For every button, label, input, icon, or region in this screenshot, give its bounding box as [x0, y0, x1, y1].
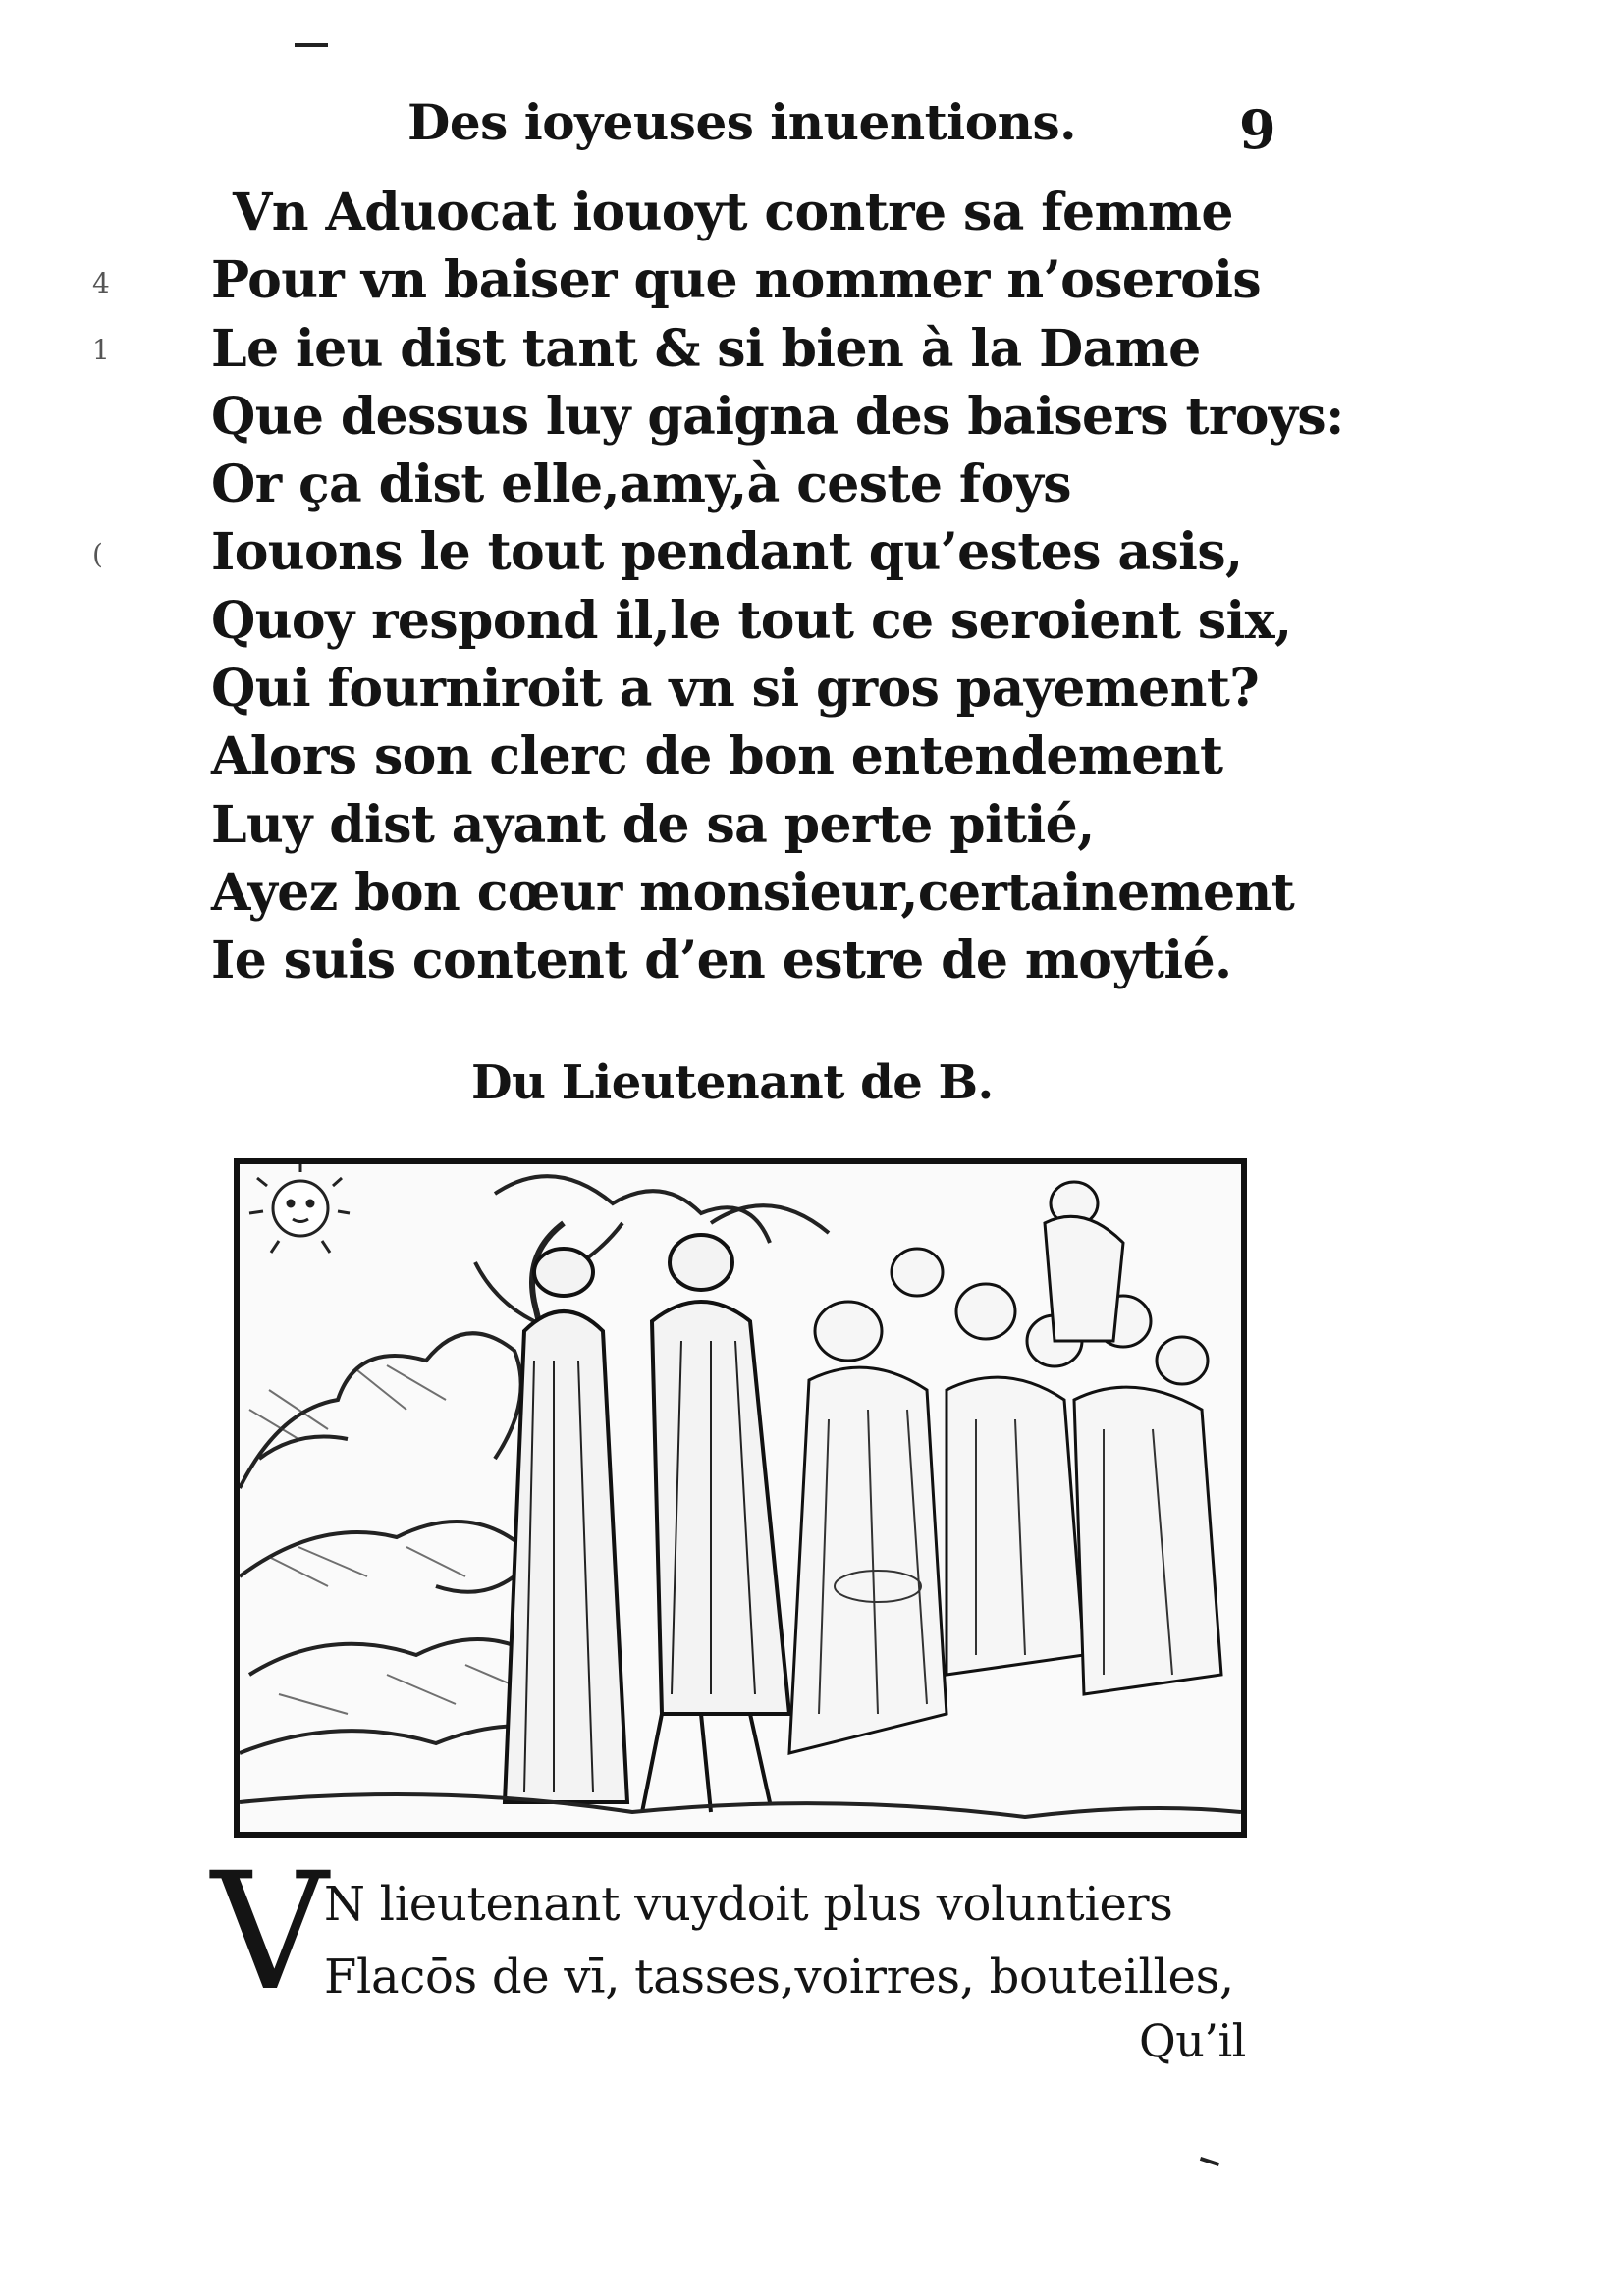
- margin-note: (: [92, 538, 103, 570]
- poem-line: Que dessus luy gaigna des baisers troys:: [211, 386, 1344, 447]
- margin-note: 1: [92, 334, 110, 366]
- woodcut-illustration-icon: [240, 1164, 1241, 1832]
- poem: [211, 179, 1344, 995]
- poem-line: Or ça dist elle,amy,à ceste foys: [211, 454, 1071, 515]
- poem-line: Qui fourniroit a vn si gros payement?: [211, 659, 1260, 720]
- poem-line: Alors son clerc de bon entendement: [211, 726, 1223, 787]
- poem-line: Luy dist ayant de sa perte pitié,: [211, 794, 1095, 855]
- poem-line: Ayez bon cœur monsieur,certainement: [211, 862, 1295, 923]
- poem-line: Le ieu dist tant & si bien à la Dame: [211, 318, 1201, 379]
- woodcut-illustration: [234, 1158, 1247, 1838]
- poem-line: Vn Aduocat iouoyt contre sa femme: [233, 183, 1233, 242]
- page-number: 9: [1239, 98, 1276, 161]
- prose-line: Flacōs de vī, tasses,voirres, bouteilles,: [324, 1949, 1234, 2004]
- poem-line: Quoy respond il,le tout ce seroient six,: [211, 590, 1292, 651]
- drop-cap: V: [211, 1838, 328, 2026]
- running-title: Des ioyeuses inuentions.: [407, 93, 1077, 151]
- catchword: Qu’il: [1139, 2014, 1246, 2067]
- ink-mark: [295, 43, 328, 47]
- margin-note: 4: [92, 267, 110, 299]
- poem-line: Iouons le tout pendant qu’estes asis,: [211, 522, 1243, 583]
- ink-mark: [1200, 2157, 1219, 2166]
- prose-line: N lieutenant vuydoit plus voluntiers: [324, 1877, 1173, 1932]
- section-title: Du Lieutenant de B.: [471, 1055, 994, 1110]
- poem-line: Pour vn baiser que nommer n’oserois: [211, 250, 1262, 311]
- poem-line: Ie suis content d’en estre de moytié.: [211, 931, 1232, 991]
